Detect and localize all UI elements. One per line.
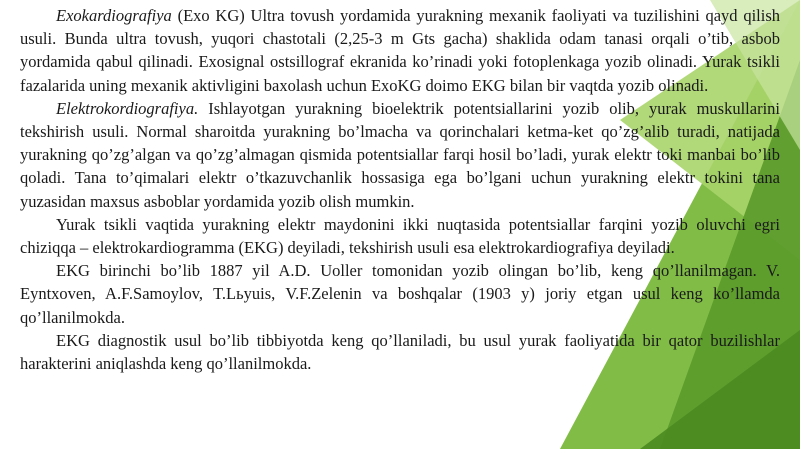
paragraph-ekg-definition	[20, 213, 780, 259]
term-elektrokordiografiya: Elektrokordiografiya.	[56, 98, 199, 118]
paragraph-text: EKG diagnostik usul bo’lib tibbiyotda keng qo’llaniladi, bu usul yurak faoliyatida bir qator buzilishlar harakterini aniqlashda keng qo’llanilmokda.	[20, 330, 780, 374]
paragraph-ekg-diagnostics	[20, 329, 780, 375]
term-exokardiografiya: Exokardiografiya	[56, 6, 172, 25]
paragraph-exokardiografiya	[20, 4, 780, 97]
paragraph-ekg-history	[20, 259, 780, 329]
document-body	[20, 4, 780, 375]
paragraph-text: EKG birinchi bo’lib 1887 yil A.D. Uoller tomonidan yozib olingan bo’lib, keng qo’llanilmagan. V. Eyntxoven, A.F.Samoylov, T.Lьyuis, V.F.Zelenin va boshqalar (1903 y) joriy etgan usul keng ko’llamda qo’llanilmokda.	[20, 261, 780, 327]
paragraph-text: Ishlayotgan yurakning bioelektrik potentsiallarini yozib olib, yurak muskullarini tekshirish usuli. Normal sharoitda yurakning bo’lmacha va qorinchalari ketma-ket qo’zg’alib turadi, natijada yurakning qo’zg’algan va qo’zg’almagan qismida potentsiallar farqi hosil bo’ladi, yurak elektr toki manbai bo’lib qoladi. Tana to’qimalari elektr o’tkazuvchanlik hossasiga ega bo’lgani uchun yurakning elektr tokini tana yuzasidan maxsus asboblar yordamida yozib olish mumkin.	[20, 98, 780, 211]
paragraph-text: Yurak tsikli vaqtida yurakning elektr maydonini ikki nuqtasida potentsiallar farqini yozib oluvchi egri chiziqqa – elektrokardiogramma (EKG) deyiladi, tekshirish usuli esa elektrokardiografiya deyiladi.	[20, 214, 780, 258]
paragraph-elektrokordiografiya	[20, 97, 780, 213]
paragraph-text: (Exo KG) Ultra tovush yordamida yurakning mexanik faoliyati va tuzilishini qayd qilish usuli. Bunda ultra tovush, yuqori chastotali (2,25-3 m Gts gacha) shaklida odam tanasi orqali o’tib, asbob yordamida qabul qilinadi. Exosignal ostsillograf ekranida ko’rinadi yoki fotoplenkaga yozib olinadi. Yurak tsikli fazalarida uning mexanik aktivligini baxolash uchun ExoKG doimo EKG bilan bir vaqtda yozib olinadi.	[20, 6, 780, 95]
